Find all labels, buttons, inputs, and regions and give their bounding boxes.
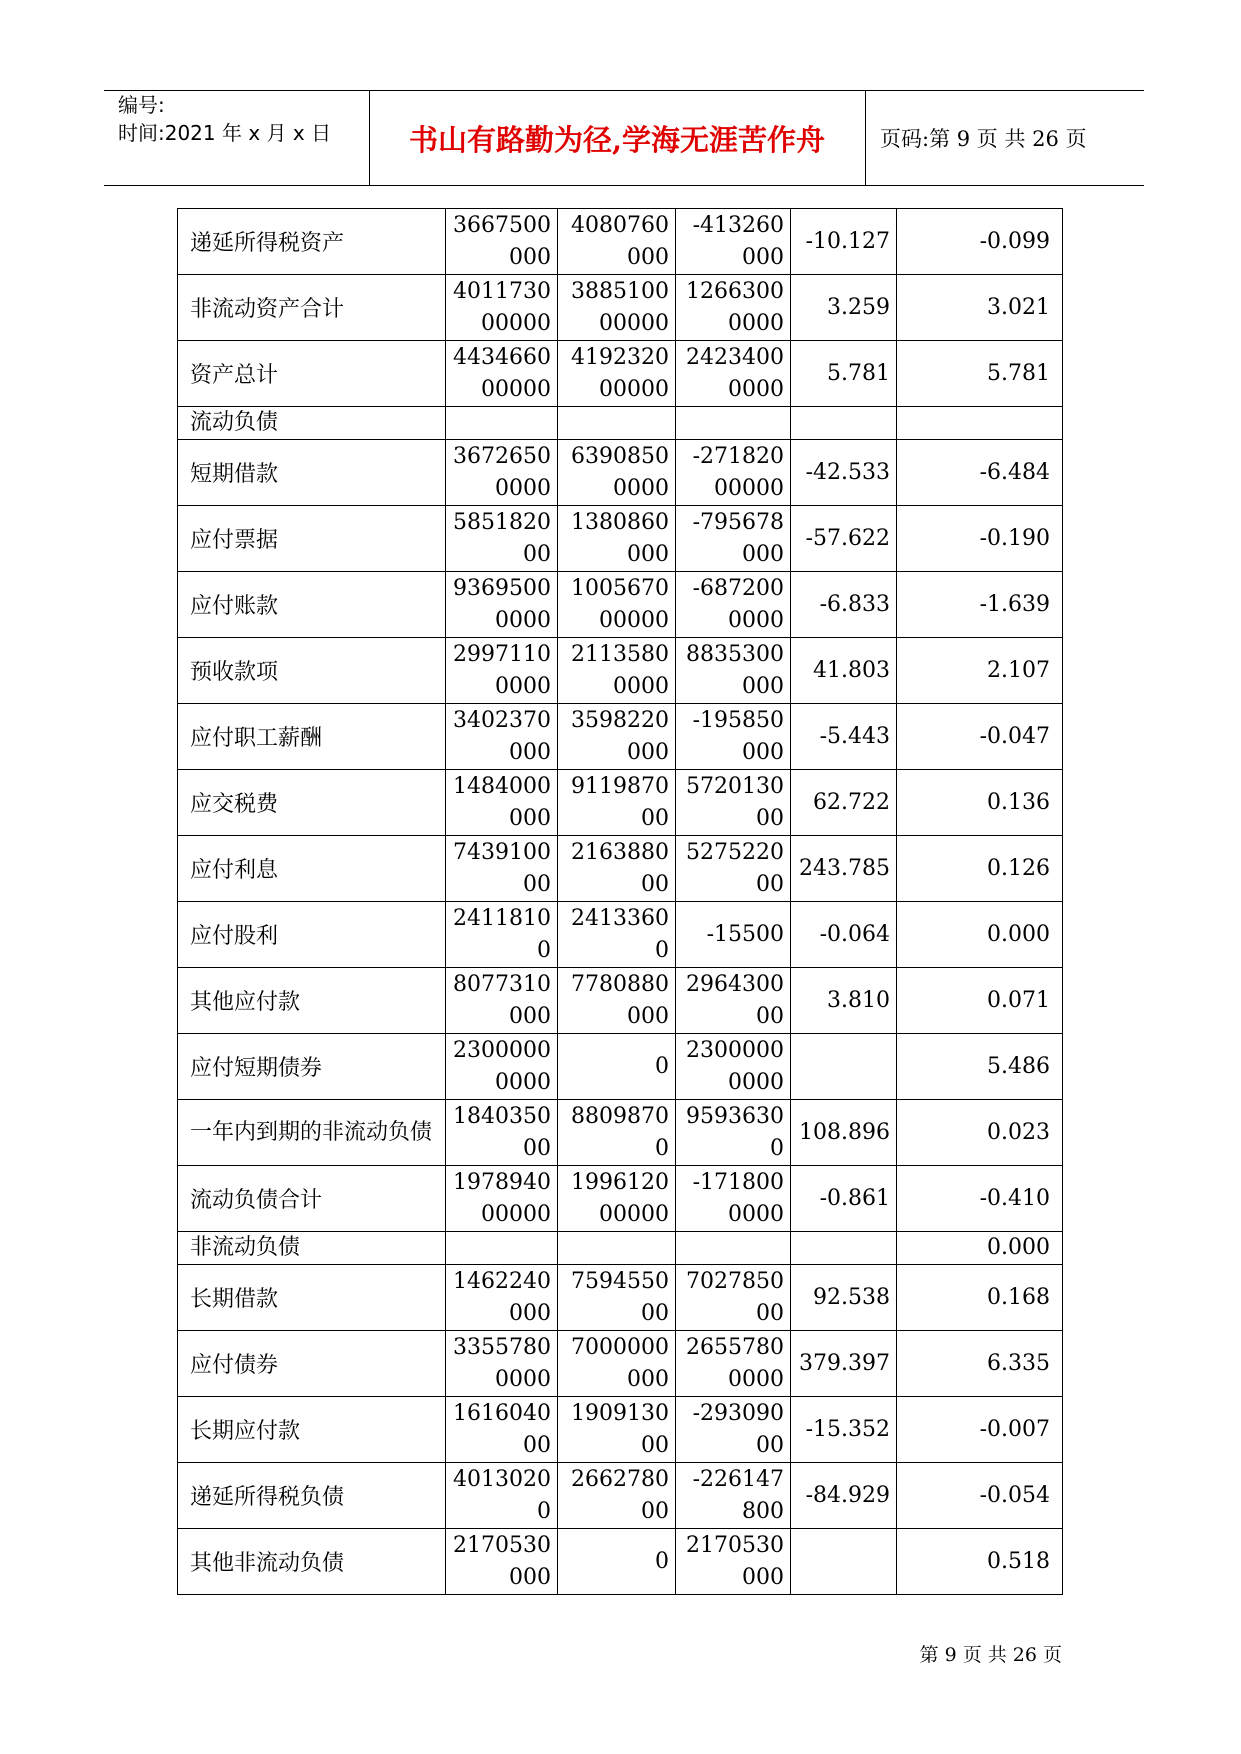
row-label: 应交税费 [178,770,446,836]
value-share: -6.484 [897,440,1063,506]
row-label: 应付票据 [178,506,446,572]
value-current: 184035000 [446,1100,558,1166]
value-previous: 7780880000 [558,968,676,1034]
value-change-percent: -0.861 [791,1166,897,1232]
value-current [446,1232,558,1265]
table-row [178,275,1063,341]
row-label: 非流动负债 [178,1232,446,1265]
value-change-percent [791,407,897,440]
row-label: 递延所得税资产 [178,209,446,275]
balance-sheet-table [177,208,1063,1595]
value-change-percent: 3.259 [791,275,897,341]
value-share: 3.021 [897,275,1063,341]
table-row [178,506,1063,572]
table-row [178,770,1063,836]
value-share: 0.136 [897,770,1063,836]
value-change-percent: 41.803 [791,638,897,704]
value-change-percent: -6.833 [791,572,897,638]
value-current: 161604000 [446,1397,558,1463]
value-current: 36726500000 [446,440,558,506]
table-row [178,1166,1063,1232]
row-label: 应付利息 [178,836,446,902]
value-share: 6.335 [897,1331,1063,1397]
value-change: -795678000 [676,506,791,572]
table-row [178,1529,1063,1595]
value-previous [558,407,676,440]
value-previous: 24133600 [558,902,676,968]
row-label: 其他非流动负债 [178,1529,446,1595]
value-change: -195850000 [676,704,791,770]
value-previous: 0 [558,1529,676,1595]
value-share: -0.007 [897,1397,1063,1463]
value-previous: 759455000 [558,1265,676,1331]
value-change: -1718000000 [676,1166,791,1232]
value-previous: 7000000000 [558,1331,676,1397]
value-change-percent [791,1034,897,1100]
value-change-percent: -10.127 [791,209,897,275]
table-row [178,638,1063,704]
row-label: 短期借款 [178,440,446,506]
value-share: 0.126 [897,836,1063,902]
value-change-percent [791,1232,897,1265]
value-share: -0.054 [897,1463,1063,1529]
value-change [676,407,791,440]
value-previous [558,1232,676,1265]
value-share: 0.000 [897,902,1063,968]
value-previous: 911987000 [558,770,676,836]
value-current: 93695000000 [446,572,558,638]
value-previous: 21135800000 [558,638,676,704]
section-header-row [178,407,1063,440]
value-share: 0.518 [897,1529,1063,1595]
value-change: 26557800000 [676,1331,791,1397]
table-row [178,440,1063,506]
row-label: 长期应付款 [178,1397,446,1463]
value-change: 23000000000 [676,1034,791,1100]
value-current: 29971100000 [446,638,558,704]
row-label: 应付账款 [178,572,446,638]
table-row [178,1331,1063,1397]
value-share: 5.486 [897,1034,1063,1100]
value-previous: 88098700 [558,1100,676,1166]
value-previous: 0 [558,1034,676,1100]
value-change-percent [791,1529,897,1595]
row-label: 应付股利 [178,902,446,968]
header-motto-cell [369,91,866,185]
value-change-percent: -42.533 [791,440,897,506]
document-time-label: 时间:2021 年 x 月 x 日 [118,121,332,145]
value-change: -6872000000 [676,572,791,638]
value-change: 8835300000 [676,638,791,704]
value-change-percent: 5.781 [791,341,897,407]
value-previous: 216388000 [558,836,676,902]
value-change: -413260000 [676,209,791,275]
header-page-number: 页码:第 9 页 共 26 页 [880,127,1087,151]
table-row [178,1034,1063,1100]
value-previous: 190913000 [558,1397,676,1463]
value-current: 585182000 [446,506,558,572]
value-current: 23000000000 [446,1034,558,1100]
value-change-percent: 243.785 [791,836,897,902]
row-label: 其他应付款 [178,968,446,1034]
value-change: 527522000 [676,836,791,902]
value-change: -15500 [676,902,791,968]
value-share: -0.410 [897,1166,1063,1232]
value-share: 0.168 [897,1265,1063,1331]
value-change: 24234000000 [676,341,791,407]
value-share: -0.190 [897,506,1063,572]
value-change-percent: -15.352 [791,1397,897,1463]
row-label: 递延所得税负债 [178,1463,446,1529]
value-current: 1484000000 [446,770,558,836]
value-share: -0.099 [897,209,1063,275]
balance-sheet-body [178,209,1063,1595]
page-header [104,90,1144,186]
value-share: -1.639 [897,572,1063,638]
value-current [446,407,558,440]
value-share: 0.023 [897,1100,1063,1166]
table-row [178,1100,1063,1166]
value-change-percent: 379.397 [791,1331,897,1397]
value-share: 0.000 [897,1232,1063,1265]
value-share: 0.071 [897,968,1063,1034]
value-previous: 266278000 [558,1463,676,1529]
value-change: -226147800 [676,1463,791,1529]
value-change-percent: -5.443 [791,704,897,770]
value-change-percent: 3.810 [791,968,897,1034]
value-current: 8077310000 [446,968,558,1034]
document-number-label: 编号: [118,93,165,117]
table-row [178,902,1063,968]
row-label: 一年内到期的非流动负债 [178,1100,446,1166]
table-row [178,572,1063,638]
value-current: 3667500000 [446,209,558,275]
table-row [178,1397,1063,1463]
row-label: 流动负债合计 [178,1166,446,1232]
table-row [178,209,1063,275]
value-share: 2.107 [897,638,1063,704]
value-change: 95936300 [676,1100,791,1166]
value-current: 24118100 [446,902,558,968]
value-previous: 1380860000 [558,506,676,572]
value-previous: 388510000000 [558,275,676,341]
value-current: 443466000000 [446,341,558,407]
row-label: 长期借款 [178,1265,446,1331]
table-row [178,836,1063,902]
value-change-percent: 108.896 [791,1100,897,1166]
value-previous: 199612000000 [558,1166,676,1232]
value-share: -0.047 [897,704,1063,770]
value-previous: 100567000000 [558,572,676,638]
value-change-percent: 92.538 [791,1265,897,1331]
value-current: 3402370000 [446,704,558,770]
row-label: 非流动资产合计 [178,275,446,341]
page-footer: 第 9 页 共 26 页 [919,1644,1062,1666]
value-current: 1462240000 [446,1265,558,1331]
row-label: 资产总计 [178,341,446,407]
row-label: 应付职工薪酬 [178,704,446,770]
header-meta [104,91,370,185]
value-previous: 3598220000 [558,704,676,770]
value-change: 702785000 [676,1265,791,1331]
value-change-percent: 62.722 [791,770,897,836]
value-current: 40130200 [446,1463,558,1529]
value-change: 12663000000 [676,275,791,341]
value-change: 572013000 [676,770,791,836]
header-motto: 书山有路勤为径,学海无涯苦作舟 [408,122,826,157]
value-share [897,407,1063,440]
row-label: 预收款项 [178,638,446,704]
table-row [178,1265,1063,1331]
value-previous: 63908500000 [558,440,676,506]
value-current: 33557800000 [446,1331,558,1397]
table-row [178,968,1063,1034]
row-label: 应付债券 [178,1331,446,1397]
table-row [178,704,1063,770]
value-current: 401173000000 [446,275,558,341]
value-current: 2170530000 [446,1529,558,1595]
value-change-percent: -57.622 [791,506,897,572]
table-row [178,1463,1063,1529]
value-share: 5.781 [897,341,1063,407]
value-change-percent: -0.064 [791,902,897,968]
section-header-row [178,1232,1063,1265]
value-previous: 419232000000 [558,341,676,407]
value-change: 2170530000 [676,1529,791,1595]
value-previous: 4080760000 [558,209,676,275]
value-change: -27182000000 [676,440,791,506]
value-change-percent: -84.929 [791,1463,897,1529]
value-change [676,1232,791,1265]
row-label: 应付短期债券 [178,1034,446,1100]
value-change: 296430000 [676,968,791,1034]
row-label: 流动负债 [178,407,446,440]
value-current: 197894000000 [446,1166,558,1232]
table-row [178,341,1063,407]
value-change: -29309000 [676,1397,791,1463]
value-current: 743910000 [446,836,558,902]
